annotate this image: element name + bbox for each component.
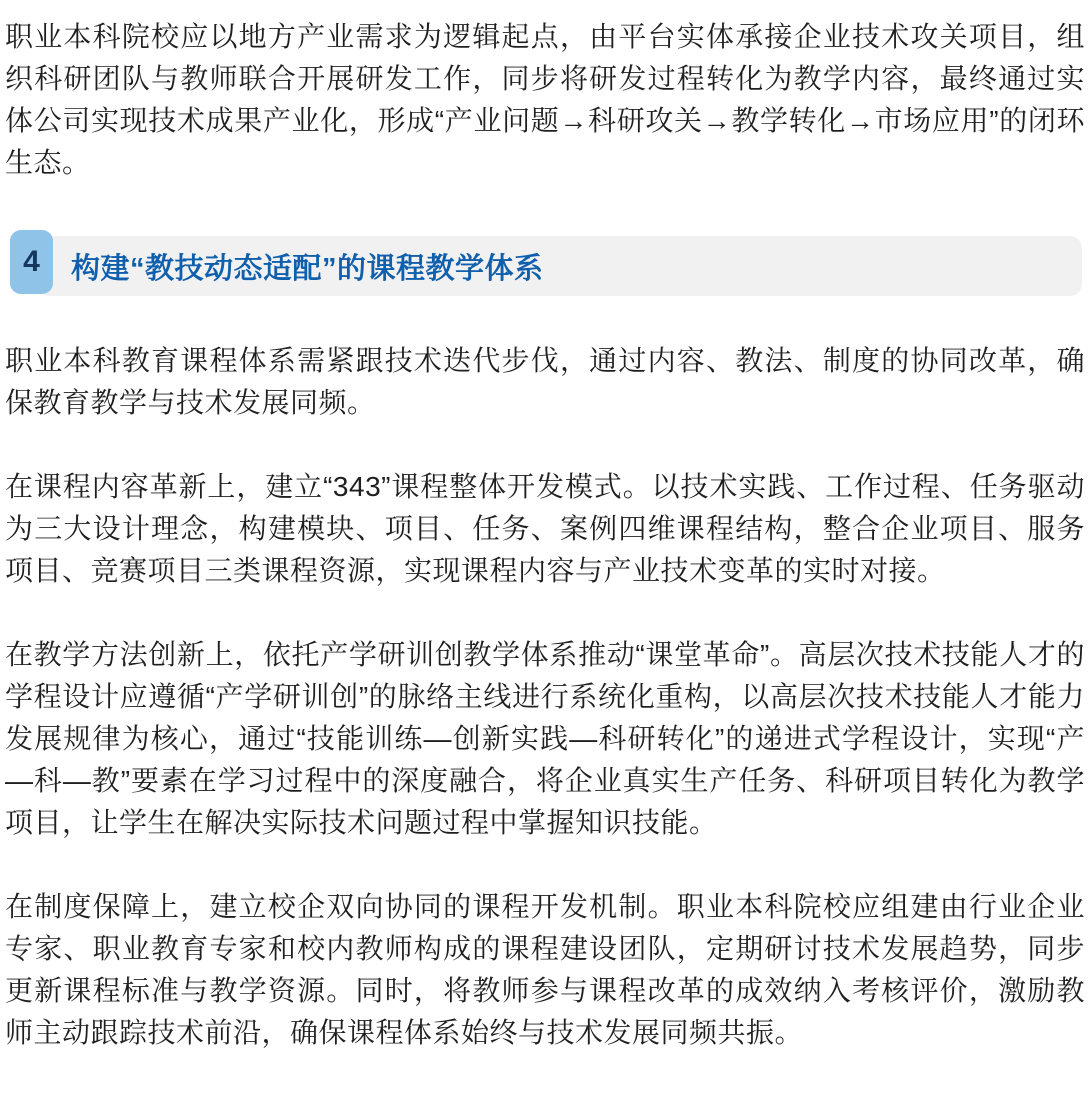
- section-number-badge: 4: [10, 230, 53, 294]
- section-title: 构建“教技动态适配”的课程教学体系: [71, 252, 544, 285]
- section-heading: [5, 230, 1085, 296]
- body-paragraph-3: 在教学方法创新上，依托产学研训创教学体系推动“课堂革命”。高层次技术技能人才的学程设计应遵循“产学研训创”的脉络主线进行系统化重构，以高层次技术技能人才能力发展规律为核心，通过“技能训练—创新实践—科研转化”的递进式学程设计，实现“产—科—教”要素在学习过程中的深度融合，将企业真实生产任务、科研项目转化为教学项目，让学生在解决实际技术问题过程中掌握知识技能。: [5, 639, 1085, 838]
- body-paragraph-1: 职业本科教育课程体系需紧跟技术迭代步伐，通过内容、教法、制度的协同改革，确保教育教学与技术发展同频。: [5, 345, 1085, 418]
- body-paragraph-2: 在课程内容革新上，建立“343”课程整体开发模式。以技术实践、工作过程、任务驱动为三大设计理念，构建模块、项目、任务、案例四维课程结构，整合企业项目、服务项目、竞赛项目三类课程资源，实现课程内容与产业技术变革的实时对接。: [5, 471, 1085, 586]
- intro-paragraph: 职业本科院校应以地方产业需求为逻辑起点，由平台实体承接企业技术攻关项目，组织科研团队与教师联合开展研发工作，同步将研发过程转化为教学内容，最终通过实体公司实现技术成果产业化，形成“产业问题→科研攻关→教学转化→市场应用”的闭环生态。: [5, 21, 1085, 178]
- section-title-banner: [37, 236, 1082, 296]
- body-paragraph-4: 在制度保障上，建立校企双向协同的课程开发机制。职业本科院校应组建由行业企业专家、职业教育专家和校内教师构成的课程建设团队，定期研讨技术发展趋势，同步更新课程标准与教学资源。同时，将教师参与课程改革的成效纳入考核评价，激励教师主动跟踪技术前沿，确保课程体系始终与技术发展同频共振。: [5, 891, 1085, 1048]
